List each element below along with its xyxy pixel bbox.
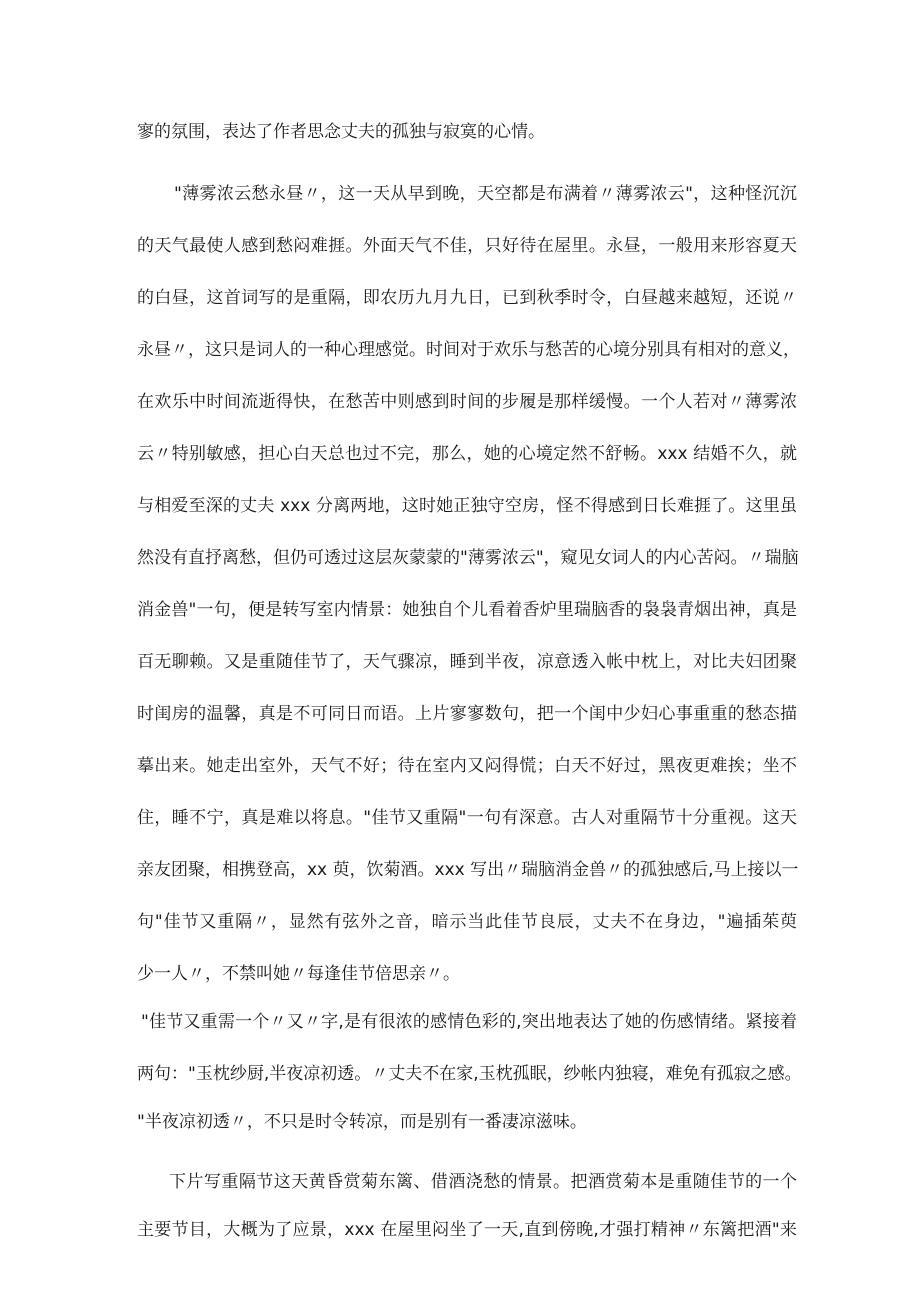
paragraph-2-line-9: 消金兽"一句，便是转写室内情景：她独自个儿看着香炉里瑞脑香的袅袅青烟出神，真是 [137,600,797,620]
paragraph-2-line-16: 少一人〃，不禁叫她〃每逢佳节倍思亲〃。 [137,964,460,984]
paragraph-1-line-1: 寥的氛围，表达了作者思念丈夫的孤独与寂寞的心情。 [137,122,545,142]
paragraph-2-line-8: 然没有直抒离愁，但仍可透过这层灰蒙蒙的"薄雾浓云"，窥见女词人的内心苦闷。〃瑞脑 [137,548,799,568]
paragraph-2-line-2: 的天气最使人感到愁闷难捱。外面天气不佳，只好待在屋里。永昼，一般用来形容夏天 [137,236,797,256]
paragraph-2-line-12: 摹出来。她走出室外，天气不好；待在室内又闷得慌；白天不好过，黑夜更难挨；坐不 [137,756,797,776]
paragraph-2-line-11: 时闺房的温馨，真是不可同日而语。上片寥寥数句，把一个闺中少妇心事重重的愁态描 [137,704,797,724]
paragraph-2-line-14: 亲友团聚，相携登高，xx 萸，饮菊酒。xxx 写出〃瑞脑消金兽〃的孤独感后,马上接以一 [137,860,799,880]
paragraph-2-line-10: 百无聊赖。又是重随佳节了，天气骤凉，睡到半夜，凉意透入帐中枕上，对比夫妇团聚 [137,652,797,672]
paragraph-3-line-1: "佳节又重需一个〃又〃字,是有很浓的感情色彩的,突出地表达了她的伤感情绪。紧接着 [141,1012,797,1032]
paragraph-2-line-6: 云〃特别敏感，担心白天总也过不完，那么，她的心境定然不舒畅。xxx 结婚不久，就 [137,444,797,464]
paragraph-2-line-3: 的白昼，这首词写的是重隔，即农历九月九日，已到秋季时令，白昼越来越短，还说〃 [137,288,797,308]
paragraph-2-line-7: 与相爱至深的丈夫 xxx 分离两地，这时她正独守空房，怪不得感到日长难捱了。这里虽 [137,496,797,516]
paragraph-2-line-1: "薄雾浓云愁永昼〃，这一天从早到晚，天空都是布满着〃薄雾浓云"，这种怪沉沉 [174,184,797,204]
paragraph-2-line-4: 永昼〃，这只是词人的一种心理感觉。时间对于欢乐与愁苦的心境分别具有相对的意义， [137,340,800,360]
paragraph-2-line-13: 住，睡不宁，真是难以将息。"佳节又重隔"一句有深意。古人对重隔节十分重视。这天 [137,808,797,828]
paragraph-4-line-2: 主要节目，大概为了应景，xxx 在屋里闷坐了一天,直到傍晚,才强打精神〃东篱把酒"来 [137,1220,797,1240]
paragraph-2-line-15: 句"佳节又重隔〃，显然有弦外之音，暗示当此佳节良辰，丈夫不在身边，"遍插茱萸 [137,912,797,932]
paragraph-3-line-3: "半夜凉初透〃，不只是时令转凉，而是别有一番凄凉滋味。 [137,1112,587,1132]
paragraph-4-line-1: 下片写重隔节这天黄昏赏菊东篱、借酒浇愁的情景。把酒赏菊本是重随佳节的一个 [169,1172,797,1192]
paragraph-2-line-5: 在欢乐中时间流逝得快，在愁苦中则感到时间的步履是那样缓慢。一个人若对〃薄雾浓 [137,392,797,412]
paragraph-3-line-2: 两句："玉枕纱厨,半夜凉初透。〃丈夫不在家,玉枕孤眠，纱帐内独寝，难免有孤寂之感。 [137,1064,802,1084]
